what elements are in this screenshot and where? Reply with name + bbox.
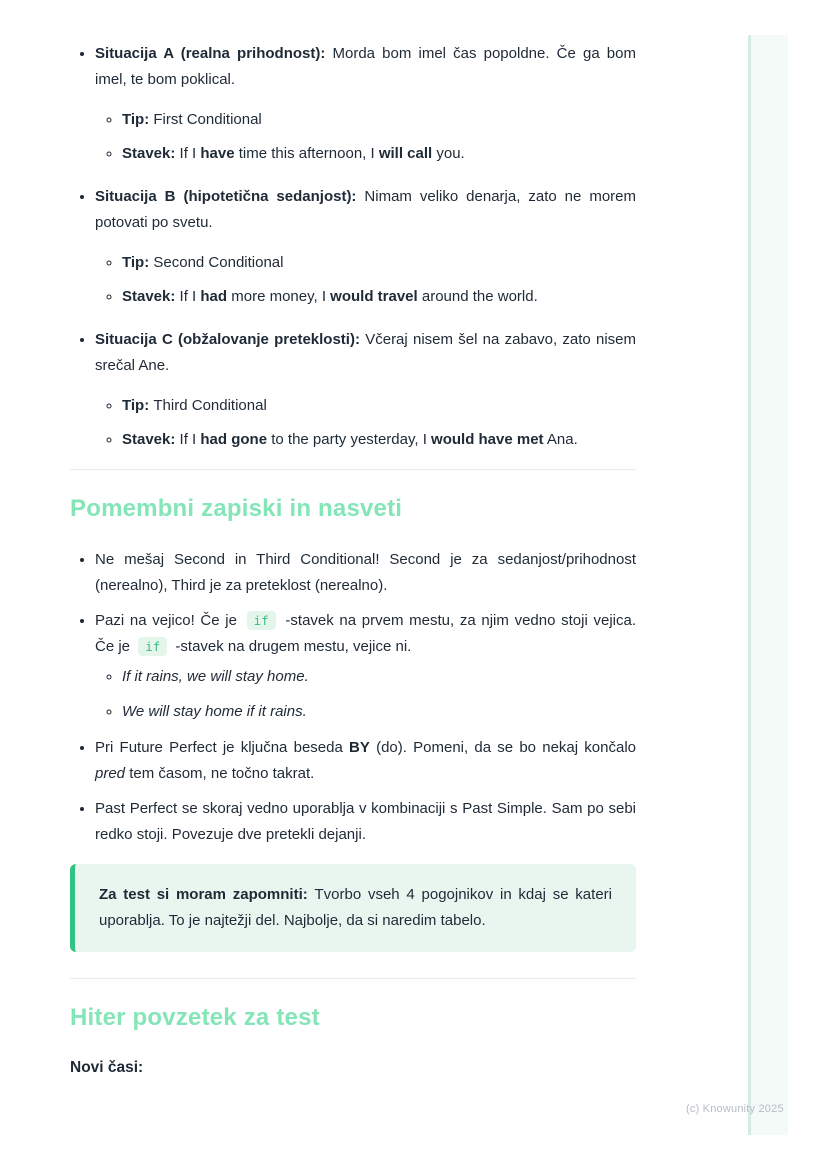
tip-text: Tip: First Conditional: [122, 111, 262, 128]
situation-c-stavek: [122, 427, 636, 453]
note-document-content: [70, 40, 636, 1081]
note-item-comma: [95, 607, 636, 725]
section-divider: [70, 978, 636, 979]
situation-a-sublist: [95, 107, 636, 167]
example-item: [122, 664, 636, 690]
situation-b-text: Situacija B (hipotetična sedanjost): Nimam veliko denarja, zato ne morem potovati po svetu.: [95, 188, 636, 231]
example-text: If it rains, we will stay home.: [122, 668, 309, 685]
notes-list: [70, 546, 636, 848]
example-text: We will stay home if it rains.: [122, 703, 307, 720]
situation-a-stavek: [122, 141, 636, 167]
situation-b-item: [95, 183, 636, 310]
situation-c-tip: [122, 393, 636, 419]
stavek-text: Stavek: If I had more money, I would travel around the world.: [122, 288, 538, 305]
right-page-edge-decoration: [748, 35, 788, 1135]
tip-text: Tip: Third Conditional: [122, 397, 267, 414]
situation-b-tip: [122, 250, 636, 276]
note-text: Pri Future Perfect je ključna beseda BY (do). Pomeni, da se bo nekaj končalo pred tem časom, ne točno takrat.: [95, 739, 636, 782]
situation-c-item: [95, 326, 636, 453]
footer-copyright: (c) Knowunity 2025: [686, 1103, 784, 1115]
section-divider: [70, 469, 636, 470]
situation-b-stavek: [122, 284, 636, 310]
comma-examples-list: [95, 664, 636, 725]
callout-box: [70, 864, 636, 952]
note-item-future-perfect: [95, 734, 636, 787]
note-text: Ne mešaj Second in Third Conditional! Second je za sedanjost/prihodnost (nerealno), Third je za preteklost (nerealno).: [95, 551, 636, 594]
situation-a-item: [95, 40, 636, 167]
stavek-text: Stavek: If I have time this afternoon, I will call you.: [122, 145, 465, 162]
situation-c-sublist: [95, 393, 636, 453]
tip-text: Tip: Second Conditional: [122, 254, 284, 271]
summary-label: Novi časi:: [70, 1059, 144, 1076]
callout-text: Za test si moram zapomniti: Tvorbo vseh 4 pogojnikov in kdaj se kateri uporablja. To je najtežji del. Najbolje, da si naredim tabelo.: [99, 886, 612, 929]
situation-a-tip: [122, 107, 636, 133]
note-item-conditionals: [95, 546, 636, 599]
situation-c-text: Situacija C (obžalovanje preteklosti): Včeraj nisem šel na zabavo, zato nisem srečal Ane.: [95, 331, 636, 374]
notes-section-heading: Pomembni zapiski in nasveti: [70, 495, 403, 522]
summary-section-heading: Hiter povzetek za test: [70, 1004, 320, 1031]
situations-list: [70, 40, 636, 453]
stavek-text: Stavek: If I had gone to the party yesterday, I would have met Ana.: [122, 431, 578, 448]
note-text: Past Perfect se skoraj vedno uporablja v kombinaciji s Past Simple. Sam po sebi redko stoji. Povezuje dve pretekli dejanji.: [95, 800, 636, 843]
situation-b-sublist: [95, 250, 636, 310]
situation-a-text: Situacija A (realna prihodnost): Morda bom imel čas popoldne. Če ga bom imel, te bom poklical.: [95, 45, 636, 88]
note-item-past-perfect: [95, 795, 636, 848]
note-text: Pazi na vejico! Če je if -stavek na prvem mestu, za njim vedno stoji vejica. Če je if -stavek na drugem mestu, vejice ni.: [95, 612, 636, 655]
example-item: [122, 699, 636, 725]
